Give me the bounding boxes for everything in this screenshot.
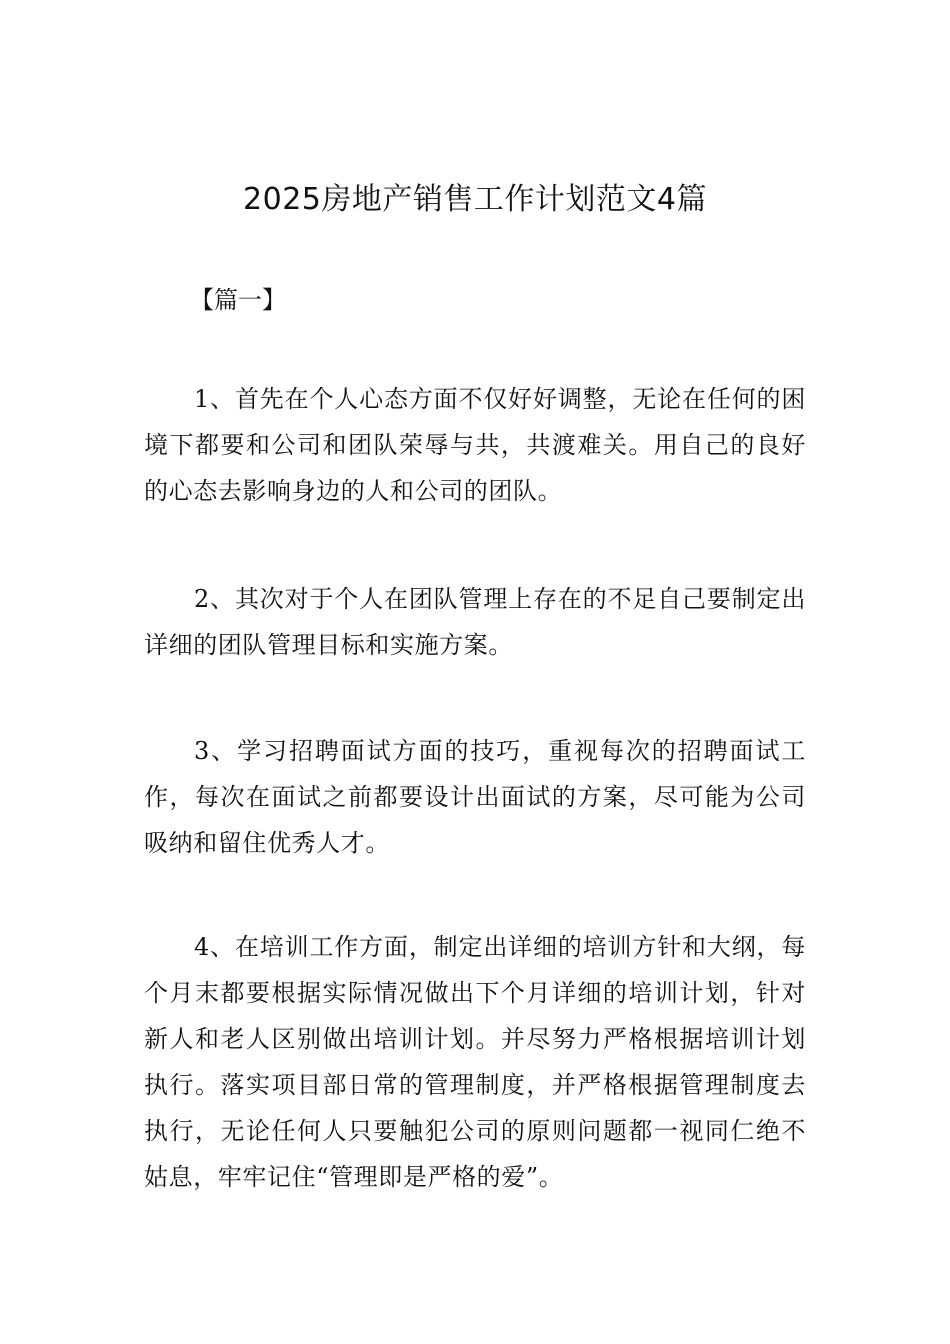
paragraph-1: 1、首先在个人心态方面不仅好好调整，无论在任何的困境下都要和公司和团队荣辱与共，共渡难关。用自己的良好的心态去影响身边的人和公司的团队。 [144, 385, 806, 505]
section-heading: 【篇一】 [190, 286, 286, 314]
paragraph-4: 4、在培训工作方面，制定出详细的培训方针和大纲，每个月末都要根据实际情况做出下个月详细的培训计划，针对新人和老人区别做出培训计划。并尽努力严格根据培训计划执行。落实项目部日常的管理制度，并严格根据管理制度去执行，无论任何人只要触犯公司的原则问题都一视同仁绝不姑息，牢牢记住“管理即是严格的爱”。 [144, 933, 806, 1191]
document-title: 2025房地产销售工作计划范文4篇 [243, 182, 707, 217]
paragraph-2: 2、其次对于个人在团队管理上存在的不足自己要制定出详细的团队管理目标和实施方案。 [144, 585, 806, 659]
paragraph-3: 3、学习招聘面试方面的技巧，重视每次的招聘面试工作，每次在面试之前都要设计出面试的方案，尽可能为公司吸纳和留住优秀人才。 [144, 737, 806, 857]
